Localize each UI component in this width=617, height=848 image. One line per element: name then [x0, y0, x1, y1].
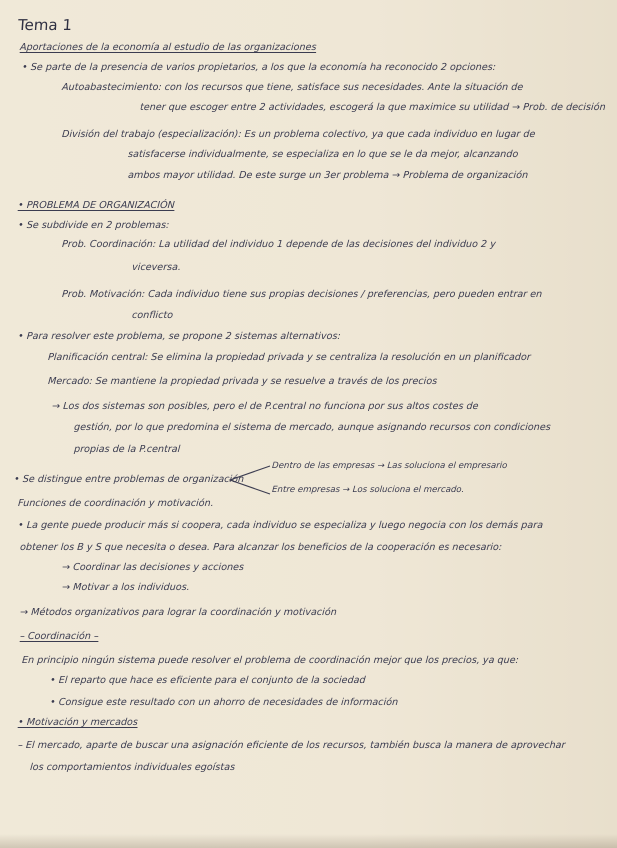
note-line: → Métodos organizativos para lograr la coordinación y motivación	[19, 607, 338, 618]
note-line: – El mercado, aparte de buscar una asignación eficiente de los recursos, también busca la manera de aprovechar	[17, 740, 566, 751]
note-line: División del trabajo (especialización): Es un problema colectivo, ya que cada individuo en lugar de	[61, 129, 536, 140]
note-line: → Los dos sistemas son posibles, pero el de P.central no funciona por sus altos costes de	[51, 401, 479, 412]
note-line: obtener los B y S que necesita o desea. Para alcanzar los beneficios de la cooperación es necesario:	[19, 542, 503, 553]
note-line: • Se distingue entre problemas de organización	[13, 474, 245, 485]
section-heading: • Motivación y mercados	[17, 717, 139, 728]
note-line: Autoabastecimiento: con los recursos que tiene, satisface sus necesidades. Ante la situación de	[61, 82, 524, 93]
note-line: Mercado: Se mantiene la propiedad privada y se resuelve a través de los precios	[47, 376, 438, 387]
page-edge-shadow	[0, 834, 617, 848]
note-line: Entre empresas → Los soluciona el mercado.	[271, 485, 465, 495]
note-line: conflicto	[131, 310, 174, 321]
note-line: Planificación central: Se elimina la propiedad privada y se centraliza la resolución en un planificador	[47, 352, 532, 363]
note-line: → Motivar a los individuos.	[61, 582, 191, 593]
note-line: gestión, por lo que predomina el sistema de mercado, aunque asignando recursos con condiciones	[73, 422, 552, 433]
note-line: Prob. Motivación: Cada individuo tiene sus propias decisiones / preferencias, pero pueden entrar en	[61, 289, 543, 300]
note-line: En principio ningún sistema puede resolver el problema de coordinación mejor que los precios, ya que:	[21, 655, 520, 666]
note-line: • Para resolver este problema, se propone 2 sistemas alternativos:	[17, 331, 342, 342]
note-line: • La gente puede producir más si coopera, cada individuo se especializa y luego negocia con los demás para	[17, 520, 544, 531]
note-line: • Consigue este resultado con un ahorro de necesidades de información	[49, 697, 399, 708]
note-line: Dentro de las empresas → Las soluciona el empresario	[271, 461, 508, 471]
note-line: ambos mayor utilidad. De este surge un 3er problema → Problema de organización	[127, 170, 529, 181]
note-line: tener que escoger entre 2 actividades, escogerá la que maximice su utilidad → Prob. de decisión	[139, 102, 606, 113]
note-line: Prob. Coordinación: La utilidad del individuo 1 depende de las decisiones del individuo 2 y	[61, 239, 497, 250]
note-line: viceversa.	[131, 262, 182, 273]
note-line: • El reparto que hace es eficiente para el conjunto de la sociedad	[49, 675, 366, 686]
note-line: propias de la P.central	[73, 444, 181, 455]
intro-heading: Aportaciones de la economía al estudio de las organizaciones	[19, 42, 317, 53]
note-line: • Se subdivide en 2 problemas:	[17, 220, 170, 231]
note-line: • Se parte de la presencia de varios propietarios, a los que la economía ha reconocido 2 opciones:	[21, 62, 497, 73]
section-heading: – Coordinación –	[19, 631, 100, 642]
note-line: Funciones de coordinación y motivación.	[17, 498, 215, 509]
note-line: los comportamientos individuales egoístas	[29, 762, 236, 773]
brace-icon	[226, 462, 272, 498]
note-line: satisfacerse individualmente, se especializa en lo que se le da mejor, alcanzando	[127, 149, 519, 160]
note-line: → Coordinar las decisiones y acciones	[61, 562, 245, 573]
page-title: Tema 1	[17, 16, 73, 34]
section-heading: • PROBLEMA DE ORGANIZACIÓN	[17, 200, 176, 211]
